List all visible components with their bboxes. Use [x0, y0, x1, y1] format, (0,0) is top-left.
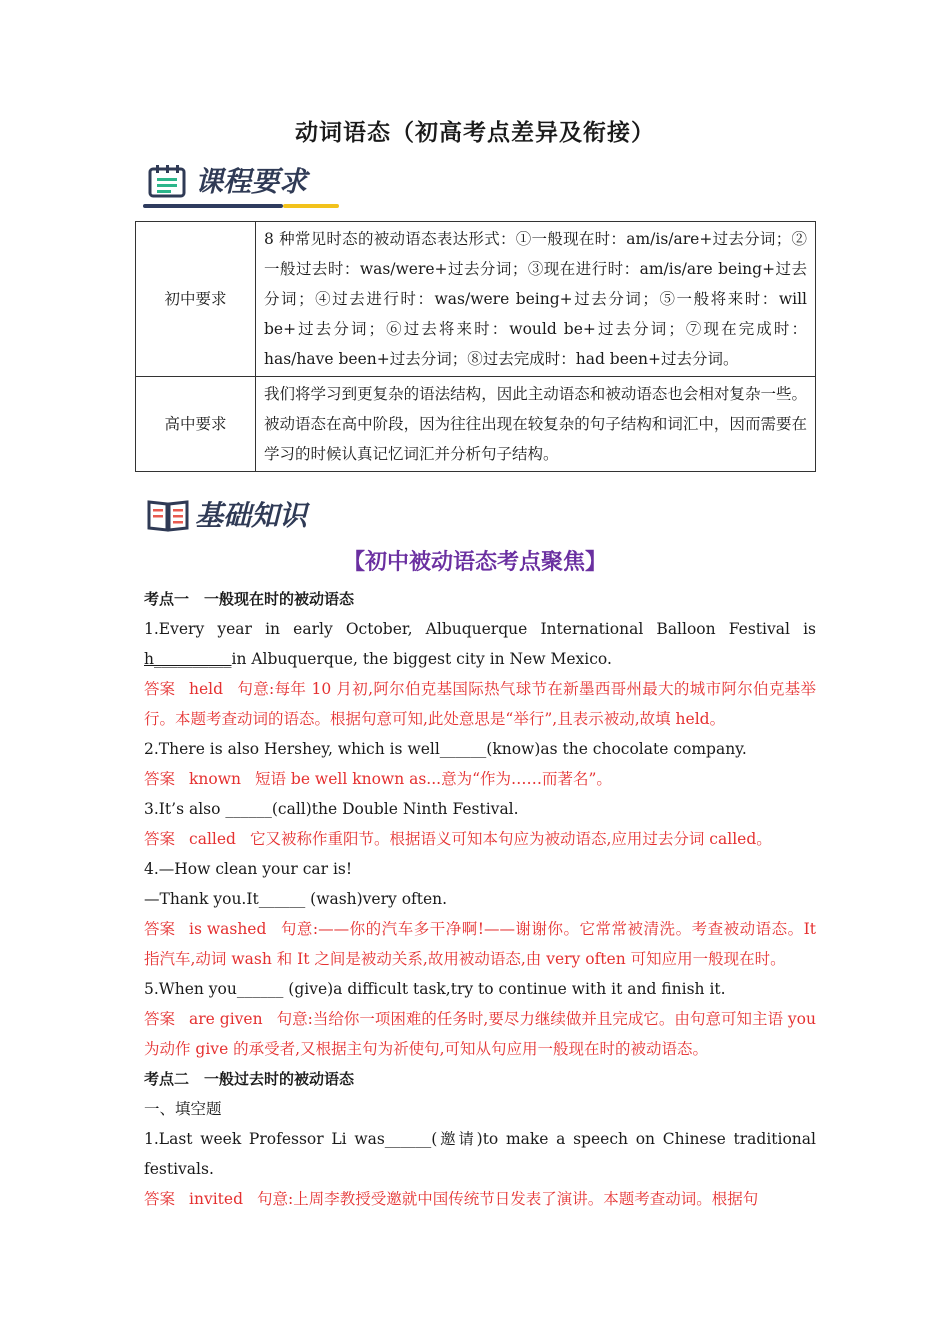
answer-word: known: [189, 770, 241, 788]
answer-explanation: 句意:每年 10 月初,阿尔伯克基国际热气球节在新墨西哥州最大的城市阿尔伯克基举行。本题考查动词的语态。根据句意可知,此处意思是“举行”,且表示被动,故填 held。: [144, 680, 816, 728]
section-underline-accent: [283, 204, 339, 208]
answer-5: [144, 1004, 816, 1064]
section-underline: [143, 204, 283, 208]
table-row: [136, 222, 816, 377]
answer-explanation: 句意:上周李教授受邀就中国传统节日发表了演讲。本题考查动词。根据句: [257, 1190, 759, 1208]
question-text: 1.Every year in early October, Albuquerque International Balloon Festival is: [144, 620, 816, 638]
answer-word: called: [189, 830, 236, 848]
section-label: 课程要求: [195, 165, 308, 198]
kp1-heading: 考点一 一般现在时的被动语态: [144, 590, 355, 608]
answer-word: held: [189, 680, 224, 698]
kp2-answer-1: [144, 1184, 816, 1214]
question-4a: 4.—How clean your car is!: [144, 860, 353, 878]
question-blank: h__________: [144, 650, 232, 668]
content-body: [144, 584, 816, 1214]
answer-label: 答案: [144, 830, 176, 848]
answer-label: 答案: [144, 680, 176, 698]
question-1: [144, 614, 816, 674]
question-text: in Albuquerque, the biggest city in New Mexico.: [231, 650, 612, 668]
answer-3: [144, 824, 816, 854]
focus-title: 【初中被动语态考点聚焦】: [342, 549, 607, 575]
answer-label: 答案: [144, 1190, 176, 1208]
answer-word: invited: [189, 1190, 243, 1208]
answer-1: [144, 674, 816, 734]
table-row: [136, 377, 816, 472]
kp2-question-1: 1.Last week Professor Li was______(邀请)to make a speech on Chinese traditional festivals.: [144, 1130, 816, 1178]
answer-word: is washed: [189, 920, 267, 938]
answer-label: 答案: [144, 770, 176, 788]
book-icon: [147, 498, 189, 532]
answer-explanation: 句意:——你的汽车多干净啊!——谢谢你。它常常被清洗。考查被动语态。It 指汽车,动词 wash 和 It 之间是被动关系,故用被动语态,由 very often 可知应用一般现在时。: [144, 920, 816, 968]
level-cell: 初中要求: [136, 222, 256, 377]
question-3: 3.It’s also ______(call)the Double Ninth Festival.: [144, 800, 519, 818]
answer-explanation: 短语 be well known as...意为“作为……而著名”。: [254, 770, 612, 788]
page-title: 动词语态（初高考点差异及衔接）: [295, 119, 655, 146]
question-4b: —Thank you.It______ (wash)very often.: [144, 890, 448, 908]
answer-explanation: 句意:当给你一项困难的任务时,要尽力继续做并且完成它。由句意可知主语 you 为动作 give 的承受者,又根据主句为祈使句,可知从句应用一般现在时的被动语态。: [144, 1010, 816, 1058]
notepad-icon: [147, 164, 189, 198]
answer-4: [144, 914, 816, 974]
kp2-heading: 考点二 一般过去时的被动语态: [144, 1070, 355, 1088]
answer-explanation: 它又被称作重阳节。根据语义可知本句应为被动语态,应用过去分词 called。: [249, 830, 772, 848]
level-cell: 高中要求: [136, 377, 256, 472]
requirement-cell: 我们将学习到更复杂的语法结构，因此主动语态和被动语态也会相对复杂一些。被动语态在高中阶段，因为往往出现在较复杂的句子结构和词汇中，因而需要在学习的时候认真记忆词汇并分析句子结构。: [256, 377, 816, 472]
question-5: 5.When you______ (give)a difficult task,try to continue with it and finish it.: [144, 980, 726, 998]
kp2-subheading: 一、填空题: [144, 1100, 222, 1118]
answer-2: [144, 764, 816, 794]
section-label: 基础知识: [195, 499, 308, 532]
requirements-table: [135, 221, 816, 472]
answer-label: 答案: [144, 920, 176, 938]
question-2: 2.There is also Hershey, which is well______(know)as the chocolate company.: [144, 740, 747, 758]
answer-label: 答案: [144, 1010, 176, 1028]
answer-word: are given: [189, 1010, 263, 1028]
requirement-cell: 8 种常见时态的被动语态表达形式：①一般现在时：am/is/are+过去分词；②一般过去时：was/were+过去分词；③现在进行时：am/is/are being+过去分词；④过去进行时：was/were being+过去分词；⑤一般将来时：will be+过去分词；⑥过去将来时：would be+过去分词；⑦现在完成时：has/have been+过去分词；⑧过去完成时：had been+过去分词。: [256, 222, 816, 377]
